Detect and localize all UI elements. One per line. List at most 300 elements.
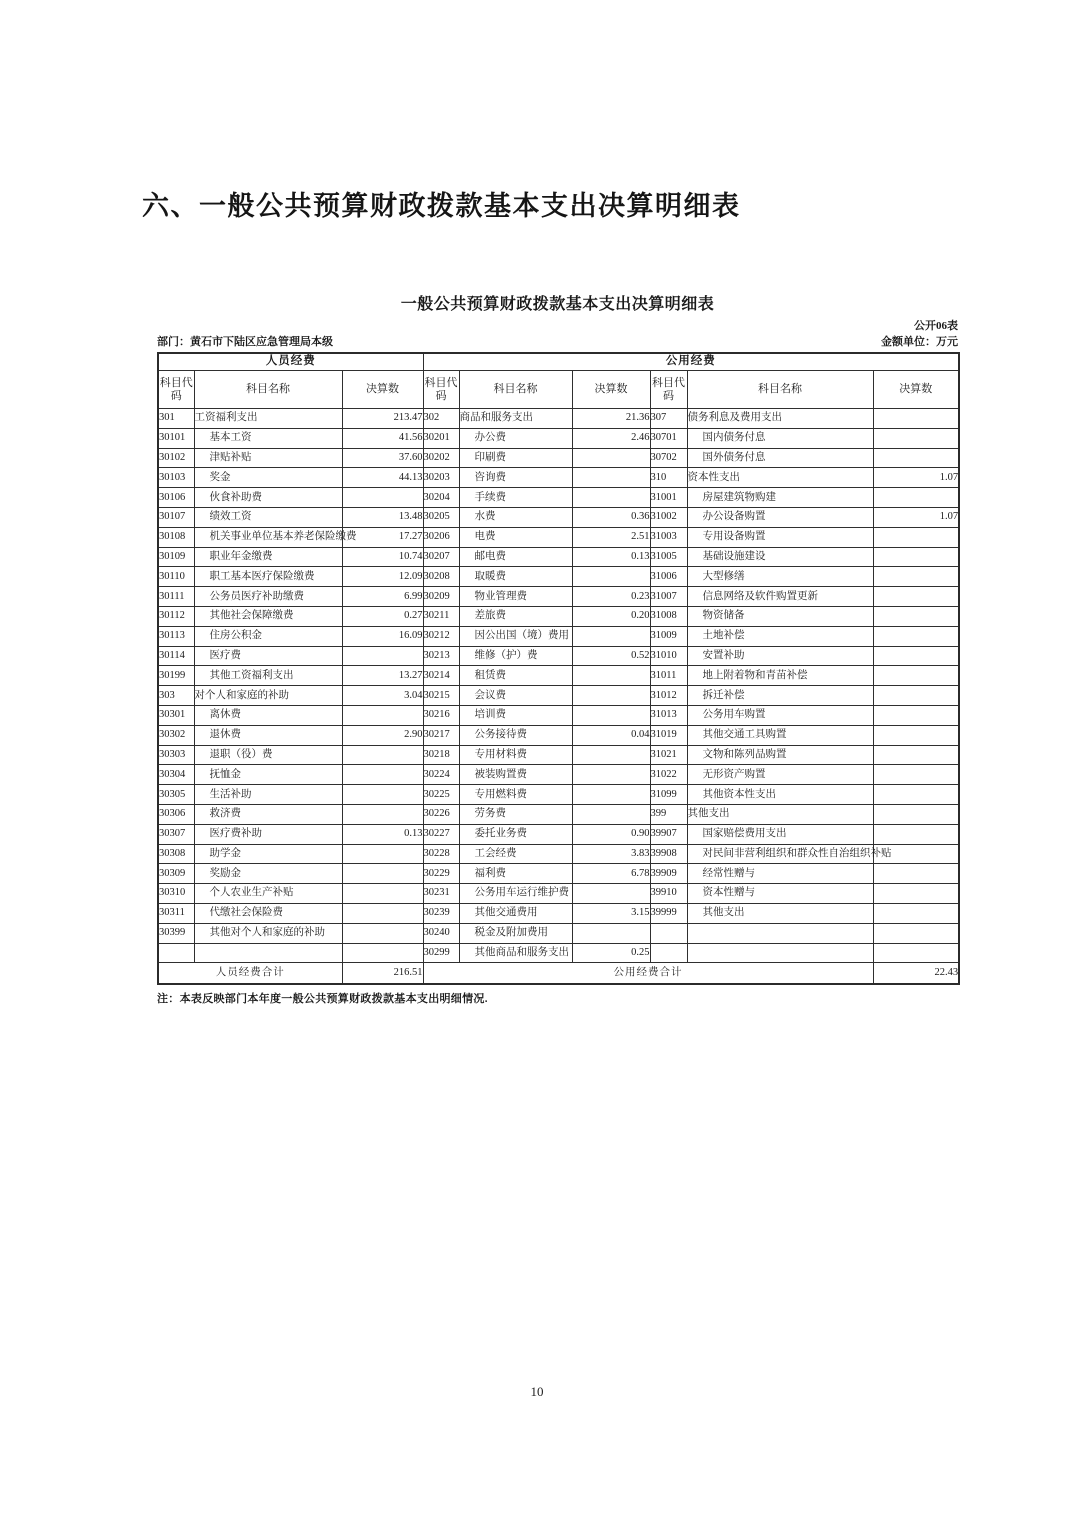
column-header-code-3: 科目代码 — [650, 371, 687, 409]
personnel-total-label: 人员经费合计 — [158, 963, 342, 985]
table-row — [158, 923, 959, 943]
value-cell — [572, 686, 650, 706]
value-cell — [342, 705, 423, 725]
table-row — [158, 606, 959, 626]
name-cell: 其他对个人和家庭的补助 — [194, 923, 342, 943]
table-row — [158, 646, 959, 666]
column-header-name-3: 科目名称 — [687, 371, 873, 409]
value-cell — [342, 864, 423, 884]
value-cell: 1.07 — [873, 468, 959, 488]
value-cell — [873, 666, 959, 686]
value-cell — [342, 884, 423, 904]
unit-label: 金额单位：万元 — [881, 336, 958, 348]
value-cell — [342, 943, 423, 963]
name-cell: 国内债务付息 — [687, 428, 873, 448]
name-cell: 基本工资 — [194, 428, 342, 448]
code-cell: 30231 — [423, 884, 459, 904]
name-cell: 其他支出 — [687, 903, 873, 923]
value-cell: 0.13 — [342, 824, 423, 844]
table-row — [158, 864, 959, 884]
name-cell: 代缴社会保险费 — [194, 903, 342, 923]
name-cell: 拆迁补偿 — [687, 686, 873, 706]
code-cell: 30111 — [158, 587, 194, 607]
table-note: 注：本表反映部门本年度一般公共预算财政拨款基本支出明细情况. — [157, 993, 488, 1006]
name-cell: 维修（护）费 — [459, 646, 572, 666]
name-cell: 离休费 — [194, 705, 342, 725]
table-row — [158, 428, 959, 448]
name-cell: 工资福利支出 — [194, 409, 342, 429]
name-cell: 专用燃料费 — [459, 785, 572, 805]
column-header-name-1: 科目名称 — [194, 371, 342, 409]
value-cell — [572, 666, 650, 686]
table-row — [158, 567, 959, 587]
table-body — [158, 409, 959, 963]
value-cell: 2.90 — [342, 725, 423, 745]
code-cell: 31005 — [650, 547, 687, 567]
name-cell — [687, 923, 873, 943]
name-cell: 对个人和家庭的补助 — [194, 686, 342, 706]
value-cell — [572, 785, 650, 805]
value-cell — [873, 745, 959, 765]
value-cell — [572, 626, 650, 646]
name-cell: 公务用车购置 — [687, 705, 873, 725]
value-cell — [873, 428, 959, 448]
code-cell: 30305 — [158, 785, 194, 805]
code-cell: 30199 — [158, 666, 194, 686]
value-cell — [873, 725, 959, 745]
value-cell: 6.78 — [572, 864, 650, 884]
name-cell: 专用设备购置 — [687, 527, 873, 547]
value-cell — [572, 765, 650, 785]
name-cell: 生活补助 — [194, 785, 342, 805]
table-row — [158, 448, 959, 468]
code-cell: 31099 — [650, 785, 687, 805]
value-cell — [572, 745, 650, 765]
name-cell: 租赁费 — [459, 666, 572, 686]
code-cell: 31002 — [650, 507, 687, 527]
value-cell — [873, 626, 959, 646]
code-cell: 30240 — [423, 923, 459, 943]
value-cell: 13.27 — [342, 666, 423, 686]
code-cell: 31010 — [650, 646, 687, 666]
department-label: 部门：黄石市下陆区应急管理局本级 — [157, 336, 333, 348]
code-cell: 31012 — [650, 686, 687, 706]
table-row — [158, 468, 959, 488]
name-cell: 培训费 — [459, 705, 572, 725]
name-cell: 因公出国（境）费用 — [459, 626, 572, 646]
name-cell: 物资储备 — [687, 606, 873, 626]
name-cell: 专用材料费 — [459, 745, 572, 765]
page-number: 10 — [530, 1384, 544, 1399]
name-cell: 国外债务付息 — [687, 448, 873, 468]
code-cell: 30103 — [158, 468, 194, 488]
name-cell: 信息网络及软件购置更新 — [687, 587, 873, 607]
group-header-row — [158, 353, 959, 371]
value-cell — [873, 884, 959, 904]
value-cell: 0.13 — [572, 547, 650, 567]
name-cell: 地上附着物和青苗补偿 — [687, 666, 873, 686]
table-meta-row — [157, 333, 958, 349]
code-cell: 39909 — [650, 864, 687, 884]
column-header-code-1: 科目代码 — [158, 371, 194, 409]
value-cell: 17.27 — [342, 527, 423, 547]
value-cell: 0.27 — [342, 606, 423, 626]
code-cell: 302 — [423, 409, 459, 429]
code-cell: 30299 — [423, 943, 459, 963]
code-cell: 30202 — [423, 448, 459, 468]
code-cell: 30224 — [423, 765, 459, 785]
name-cell: 办公设备购置 — [687, 507, 873, 527]
code-cell: 30205 — [423, 507, 459, 527]
code-cell: 30214 — [423, 666, 459, 686]
code-cell — [158, 943, 194, 963]
page-heading: 六、一般公共预算财政拨款基本支出决算明细表 — [142, 191, 741, 221]
value-cell — [873, 587, 959, 607]
value-cell: 0.04 — [572, 725, 650, 745]
value-cell: 16.09 — [342, 626, 423, 646]
value-cell: 2.51 — [572, 527, 650, 547]
table-row — [158, 409, 959, 429]
code-cell: 39907 — [650, 824, 687, 844]
value-cell — [572, 804, 650, 824]
code-cell: 30106 — [158, 488, 194, 508]
name-cell: 津贴补贴 — [194, 448, 342, 468]
code-cell: 301 — [158, 409, 194, 429]
code-cell: 30310 — [158, 884, 194, 904]
name-cell: 对民间非营利组织和群众性自治组织补贴 — [687, 844, 873, 864]
code-cell: 30107 — [158, 507, 194, 527]
name-cell: 手续费 — [459, 488, 572, 508]
value-cell — [873, 448, 959, 468]
value-cell: 0.23 — [572, 587, 650, 607]
value-cell — [873, 409, 959, 429]
code-cell: 31019 — [650, 725, 687, 745]
code-cell: 31008 — [650, 606, 687, 626]
table-title: 一般公共预算财政拨款基本支出决算明细表 — [400, 296, 715, 313]
value-cell — [873, 686, 959, 706]
name-cell: 福利费 — [459, 864, 572, 884]
code-cell: 30399 — [158, 923, 194, 943]
code-cell: 30229 — [423, 864, 459, 884]
code-cell: 30211 — [423, 606, 459, 626]
value-cell — [572, 448, 650, 468]
table-row — [158, 587, 959, 607]
code-cell: 30201 — [423, 428, 459, 448]
public-total-value: 22.43 — [873, 963, 959, 985]
value-cell: 13.48 — [342, 507, 423, 527]
value-cell: 0.90 — [572, 824, 650, 844]
value-cell: 0.25 — [572, 943, 650, 963]
name-cell: 公务用车运行维护费 — [459, 884, 572, 904]
value-cell — [873, 606, 959, 626]
code-cell: 30114 — [158, 646, 194, 666]
value-cell: 37.60 — [342, 448, 423, 468]
name-cell: 电费 — [459, 527, 572, 547]
code-cell: 30203 — [423, 468, 459, 488]
code-cell: 30304 — [158, 765, 194, 785]
code-cell: 31009 — [650, 626, 687, 646]
code-cell: 30228 — [423, 844, 459, 864]
value-cell — [873, 567, 959, 587]
code-cell: 30208 — [423, 567, 459, 587]
value-cell: 6.99 — [342, 587, 423, 607]
value-cell — [342, 844, 423, 864]
table-row — [158, 884, 959, 904]
doc-code-label: 公开06表 — [914, 320, 958, 332]
code-cell: 30218 — [423, 745, 459, 765]
name-cell: 债务利息及费用支出 — [687, 409, 873, 429]
name-cell: 邮电费 — [459, 547, 572, 567]
name-cell: 医疗费补助 — [194, 824, 342, 844]
code-cell: 31001 — [650, 488, 687, 508]
value-cell — [572, 468, 650, 488]
value-cell — [342, 785, 423, 805]
code-cell: 30308 — [158, 844, 194, 864]
table-row — [158, 765, 959, 785]
code-cell: 30239 — [423, 903, 459, 923]
name-cell: 大型修缮 — [687, 567, 873, 587]
table-row — [158, 527, 959, 547]
name-cell: 资本性赠与 — [687, 884, 873, 904]
name-cell: 公务接待费 — [459, 725, 572, 745]
value-cell — [873, 864, 959, 884]
code-cell: 303 — [158, 686, 194, 706]
name-cell: 医疗费 — [194, 646, 342, 666]
code-cell: 30207 — [423, 547, 459, 567]
code-cell: 31007 — [650, 587, 687, 607]
code-cell: 39910 — [650, 884, 687, 904]
column-header-value-2: 决算数 — [572, 371, 650, 409]
value-cell: 10.74 — [342, 547, 423, 567]
value-cell — [572, 923, 650, 943]
value-cell — [873, 824, 959, 844]
code-cell: 30112 — [158, 606, 194, 626]
code-cell: 30307 — [158, 824, 194, 844]
name-cell: 退休费 — [194, 725, 342, 745]
column-header-code-2: 科目代码 — [423, 371, 459, 409]
name-cell: 经常性赠与 — [687, 864, 873, 884]
value-cell: 1.07 — [873, 507, 959, 527]
code-cell: 30306 — [158, 804, 194, 824]
name-cell: 被装购置费 — [459, 765, 572, 785]
table-row — [158, 903, 959, 923]
value-cell — [873, 488, 959, 508]
name-cell: 办公费 — [459, 428, 572, 448]
name-cell: 水费 — [459, 507, 572, 527]
value-cell — [873, 527, 959, 547]
public-total-label: 公用经费合计 — [423, 963, 873, 985]
code-cell: 30206 — [423, 527, 459, 547]
code-cell: 30110 — [158, 567, 194, 587]
table-row — [158, 725, 959, 745]
name-cell: 其他工资福利支出 — [194, 666, 342, 686]
code-cell: 30216 — [423, 705, 459, 725]
name-cell: 公务员医疗补助缴费 — [194, 587, 342, 607]
code-cell: 30225 — [423, 785, 459, 805]
budget-table — [157, 352, 960, 985]
name-cell: 救济费 — [194, 804, 342, 824]
table-row — [158, 488, 959, 508]
name-cell: 其他支出 — [687, 804, 873, 824]
name-cell: 住房公积金 — [194, 626, 342, 646]
name-cell: 咨询费 — [459, 468, 572, 488]
column-header-value-1: 决算数 — [342, 371, 423, 409]
code-cell: 30101 — [158, 428, 194, 448]
name-cell: 奖励金 — [194, 864, 342, 884]
name-cell: 会议费 — [459, 686, 572, 706]
code-cell — [650, 943, 687, 963]
name-cell: 资本性支出 — [687, 468, 873, 488]
value-cell — [873, 923, 959, 943]
code-cell: 30113 — [158, 626, 194, 646]
value-cell: 12.09 — [342, 567, 423, 587]
name-cell: 其他交通工具购置 — [687, 725, 873, 745]
code-cell: 39999 — [650, 903, 687, 923]
value-cell — [342, 903, 423, 923]
name-cell: 基础设施建设 — [687, 547, 873, 567]
value-cell — [342, 646, 423, 666]
code-cell: 30301 — [158, 705, 194, 725]
name-cell: 奖金 — [194, 468, 342, 488]
name-cell: 助学金 — [194, 844, 342, 864]
code-cell: 39908 — [650, 844, 687, 864]
name-cell: 印刷费 — [459, 448, 572, 468]
column-header-value-3: 决算数 — [873, 371, 959, 409]
value-cell: 0.52 — [572, 646, 650, 666]
table-row — [158, 705, 959, 725]
code-cell: 307 — [650, 409, 687, 429]
code-cell: 30311 — [158, 903, 194, 923]
name-cell: 房屋建筑物购建 — [687, 488, 873, 508]
name-cell: 安置补助 — [687, 646, 873, 666]
table-row — [158, 785, 959, 805]
value-cell: 0.20 — [572, 606, 650, 626]
table-row — [158, 844, 959, 864]
value-cell — [873, 943, 959, 963]
code-cell: 31022 — [650, 765, 687, 785]
code-cell: 30303 — [158, 745, 194, 765]
value-cell — [572, 884, 650, 904]
code-cell: 399 — [650, 804, 687, 824]
name-cell: 无形资产购置 — [687, 765, 873, 785]
value-cell: 3.83 — [572, 844, 650, 864]
name-cell: 其他社会保障缴费 — [194, 606, 342, 626]
code-cell: 30209 — [423, 587, 459, 607]
table-row — [158, 824, 959, 844]
value-cell — [873, 547, 959, 567]
name-cell: 退职（役）费 — [194, 745, 342, 765]
value-cell — [572, 567, 650, 587]
table-row — [158, 745, 959, 765]
value-cell — [572, 705, 650, 725]
value-cell: 213.47 — [342, 409, 423, 429]
code-cell: 30212 — [423, 626, 459, 646]
value-cell — [342, 745, 423, 765]
table-row — [158, 626, 959, 646]
table-row — [158, 666, 959, 686]
name-cell: 国家赔偿费用支出 — [687, 824, 873, 844]
value-cell — [342, 923, 423, 943]
code-cell: 30102 — [158, 448, 194, 468]
name-cell: 其他资本性支出 — [687, 785, 873, 805]
table-row — [158, 686, 959, 706]
value-cell — [873, 646, 959, 666]
value-cell — [873, 785, 959, 805]
value-cell — [873, 765, 959, 785]
table-row — [158, 943, 959, 963]
code-cell: 30109 — [158, 547, 194, 567]
name-cell: 抚恤金 — [194, 765, 342, 785]
name-cell — [687, 943, 873, 963]
name-cell: 职工基本医疗保险缴费 — [194, 567, 342, 587]
name-cell — [194, 943, 342, 963]
code-cell: 30215 — [423, 686, 459, 706]
code-cell: 31003 — [650, 527, 687, 547]
group-header-public: 公用经费 — [423, 353, 959, 371]
code-cell: 30226 — [423, 804, 459, 824]
value-cell — [873, 804, 959, 824]
value-cell — [873, 903, 959, 923]
name-cell: 委托业务费 — [459, 824, 572, 844]
name-cell: 商品和服务支出 — [459, 409, 572, 429]
name-cell: 物业管理费 — [459, 587, 572, 607]
name-cell: 其他交通费用 — [459, 903, 572, 923]
name-cell: 伙食补助费 — [194, 488, 342, 508]
code-cell: 30217 — [423, 725, 459, 745]
code-cell: 30227 — [423, 824, 459, 844]
table-row — [158, 507, 959, 527]
value-cell: 0.36 — [572, 507, 650, 527]
table-row — [158, 547, 959, 567]
code-cell: 31021 — [650, 745, 687, 765]
name-cell: 土地补偿 — [687, 626, 873, 646]
code-cell: 30302 — [158, 725, 194, 745]
name-cell: 绩效工资 — [194, 507, 342, 527]
code-cell: 30204 — [423, 488, 459, 508]
name-cell: 取暖费 — [459, 567, 572, 587]
code-cell: 30701 — [650, 428, 687, 448]
totals-row — [158, 963, 959, 985]
value-cell — [873, 705, 959, 725]
name-cell: 其他商品和服务支出 — [459, 943, 572, 963]
code-cell: 31011 — [650, 666, 687, 686]
name-cell: 劳务费 — [459, 804, 572, 824]
code-cell: 31013 — [650, 705, 687, 725]
value-cell: 2.46 — [572, 428, 650, 448]
table-sheet — [157, 291, 958, 1006]
name-cell: 工会经费 — [459, 844, 572, 864]
code-cell: 30213 — [423, 646, 459, 666]
name-cell: 职业年金缴费 — [194, 547, 342, 567]
name-cell: 个人农业生产补贴 — [194, 884, 342, 904]
value-cell: 3.04 — [342, 686, 423, 706]
name-cell: 机关事业单位基本养老保险缴费 — [194, 527, 342, 547]
value-cell: 44.13 — [342, 468, 423, 488]
name-cell: 差旅费 — [459, 606, 572, 626]
value-cell: 3.15 — [572, 903, 650, 923]
personnel-total-value: 216.51 — [342, 963, 423, 985]
code-cell: 30309 — [158, 864, 194, 884]
value-cell: 21.36 — [572, 409, 650, 429]
code-cell: 31006 — [650, 567, 687, 587]
value-cell: 41.56 — [342, 428, 423, 448]
name-cell: 税金及附加费用 — [459, 923, 572, 943]
group-header-personnel: 人员经费 — [158, 353, 423, 371]
code-cell: 30702 — [650, 448, 687, 468]
code-cell: 30108 — [158, 527, 194, 547]
name-cell: 文物和陈列品购置 — [687, 745, 873, 765]
value-cell — [572, 488, 650, 508]
